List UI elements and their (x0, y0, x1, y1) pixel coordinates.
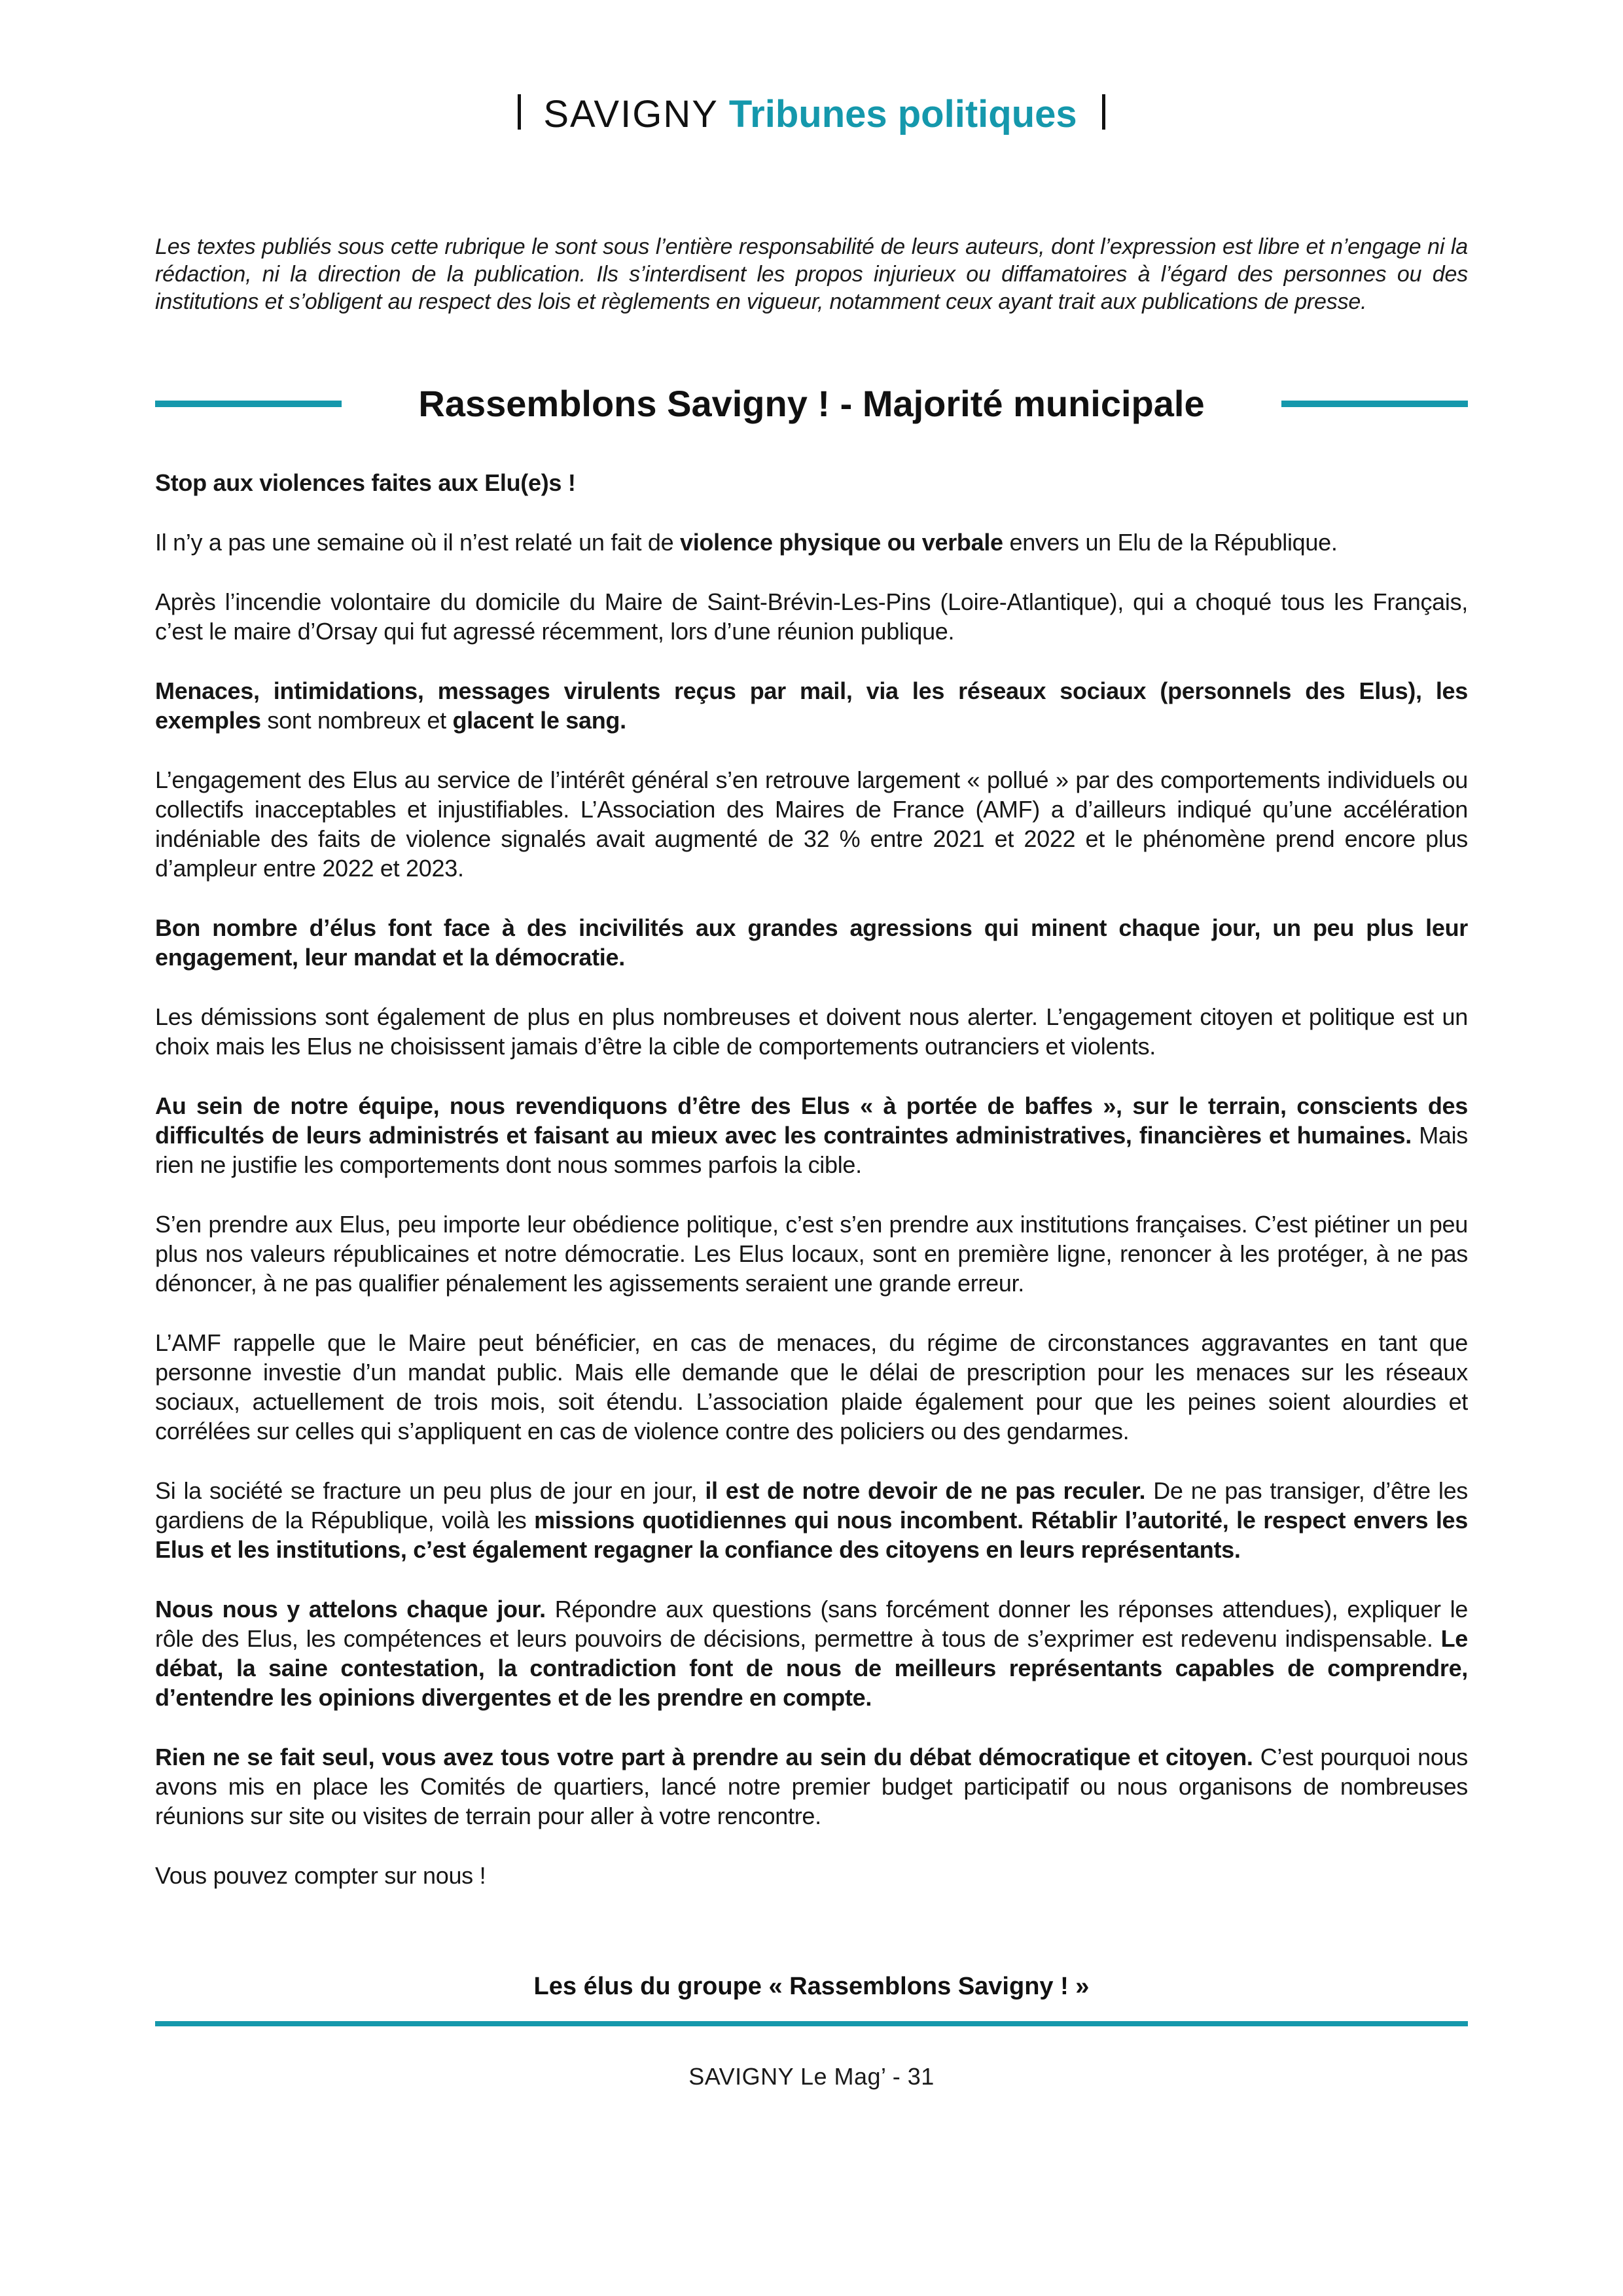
paragraph (155, 676, 1468, 735)
text-segment: glacent le sang. (452, 707, 626, 734)
article-subheading (155, 468, 1468, 497)
text-segment: Il n’y a pas une semaine où il n’est relaté un fait de (155, 529, 680, 556)
page-header (155, 92, 1468, 137)
text-segment: Mais rien ne justifie les comportements dont nous sommes parfois la cible. (155, 1122, 1468, 1178)
text-segment: violence physique ou verbale (680, 529, 1003, 556)
text-segment: il est de notre devoir de ne pas reculer. (705, 1477, 1146, 1504)
paragraph (155, 1742, 1468, 1831)
text-segment: Répondre aux questions (sans forcément donner les réponses attendues), expliquer le rôle des Elus, les compétences et leurs pouvoirs de décisions, permettre à tous de s’exprimer est redevenu indispensable. (155, 1596, 1468, 1652)
paragraph (155, 1594, 1468, 1712)
paragraph (155, 587, 1468, 646)
group-title-row (155, 378, 1468, 430)
paragraph (155, 913, 1468, 972)
text-segment: Bon nombre d’élus font face à des incivilités aux grandes agressions qui minent chaque jour, un peu plus leur engagement, leur mandat et la démocratie. (155, 914, 1468, 971)
text-segment: Vous pouvez compter sur nous ! (155, 1862, 486, 1889)
paragraph (155, 765, 1468, 883)
paragraph (155, 1328, 1468, 1446)
text-segment: Stop aux violences faites aux Elu(e)s ! (155, 469, 576, 496)
article-body (155, 468, 1468, 1890)
title-rule-left (155, 401, 342, 407)
text-segment: envers un Elu de la République. (1003, 529, 1338, 556)
paragraph (155, 528, 1468, 557)
paragraph (155, 1210, 1468, 1298)
text-segment: sont nombreux et (260, 707, 453, 734)
footer-divider (155, 2021, 1468, 2026)
section-name: Tribunes politiques (728, 93, 1077, 135)
text-segment: missions quotidiennes qui nous incombent. Rétablir l’autorité, le respect envers les Elus et les institutions, c’est également regagner la confiance des citoyens en leurs représentants. (155, 1507, 1468, 1563)
text-segment: Au sein de notre équipe, nous revendiquons d’être des Elus « à portée de baffes », sur le terrain, conscients des difficultés de leurs administrés et faisant au mieux avec les contraintes administratives, financières et humaines. (155, 1092, 1468, 1149)
text-segment: S’en prendre aux Elus, peu importe leur obédience politique, c’est s’en prendre aux institutions françaises. C’est piétiner un peu plus nos valeurs républicaines et notre démocratie. Les Elus locaux, sont en première ligne, renoncer à les protéger, à ne pas dénoncer, à ne pas qualifier pénalement les agissements seraient une grande erreur. (155, 1211, 1468, 1297)
header-left-bar-icon (518, 94, 521, 130)
title-rule-right (1281, 401, 1468, 407)
disclaimer-text: Les textes publiés sous cette rubrique le sont sous l’entière responsabilité de leurs auteurs, dont l’expression est libre et n’engage ni la rédaction, ni la direction de la publication. Ils s’interdisent les propos injurieux ou diffamatoires à l’égard des personnes ou des institutions et s’obligent au respect des lois et règlements en vigueur, notamment ceux ayant trait aux publications de presse. (155, 234, 1468, 314)
group-title: Rassemblons Savigny ! - Majorité municipale (418, 383, 1205, 424)
text-segment: L’AMF rappelle que le Maire peut bénéficier, en cas de menaces, du régime de circonstances aggravantes en tant que personne investie d’un mandat public. Mais elle demande que le délai de prescription pour les menaces sur les réseaux sociaux, actuellement de trois mois, soit étendu. L’association plaide également pour que les peines soient alourdies et corrélées sur celles qui s’appliquent en cas de violence contre des policiers ou des gendarmes. (155, 1329, 1468, 1444)
paragraph (155, 1002, 1468, 1061)
text-segment: C’est pourquoi nous avons mis en place les Comités de quartiers, lancé notre premier budget participatif ou nous organisons de nombreuses réunions sur site ou visites de terrain pour aller à votre rencontre. (155, 1744, 1468, 1829)
text-segment: Rien ne se fait seul, vous avez tous votre part à prendre au sein du débat démocratique et citoyen. (155, 1744, 1253, 1770)
paragraph (155, 1091, 1468, 1179)
header-right-bar-icon (1102, 94, 1105, 130)
text-segment: Nous nous y attelons chaque jour. (155, 1596, 546, 1623)
page-footer: SAVIGNY Le Mag’ - 31 (688, 2063, 935, 2090)
text-segment: Le débat, la saine contestation, la contradiction font de nous de meilleurs représentants capables de comprendre, d’entendre les opinions divergentes et de les prendre en compte. (155, 1625, 1468, 1711)
paragraph (155, 1476, 1468, 1564)
magazine-name: SAVIGNY (543, 93, 719, 135)
signature: Les élus du groupe « Rassemblons Savigny ! » (533, 1973, 1090, 2000)
text-segment: Si la société se fracture un peu plus de jour en jour, (155, 1477, 705, 1504)
text-segment: De ne pas transiger, d’être les gardiens de la République, voilà les (155, 1477, 1469, 1534)
paragraph (155, 1861, 1468, 1890)
text-segment: L’engagement des Elus au service de l’intérêt général s’en retrouve largement « pollué » par des comportements individuels ou collectifs inacceptables et injustifiables. L’Association des Maires de France (AMF) a d’ailleurs indiqué qu’une accélération indéniable des faits de violence signalés avait augmenté de 32 % entre 2021 et 2022 et le phénomène prend encore plus d’ampleur entre 2022 et 2023. (155, 766, 1468, 882)
text-segment: Les démissions sont également de plus en plus nombreuses et doivent nous alerter. L’engagement citoyen et politique est un choix mais les Elus ne choisissent jamais d’être la cible de comportements outranciers et violents. (155, 1003, 1468, 1060)
text-segment: Après l’incendie volontaire du domicile du Maire de Saint-Brévin-Les-Pins (Loire-Atlantique), qui a choqué tous les Français, c’est le maire d’Orsay qui fut agressé récemment, lors d’une réunion publique. (155, 588, 1468, 645)
text-segment: Menaces, intimidations, messages virulents reçus par mail, via les réseaux sociaux (personnels des Elus), les exemples (155, 677, 1468, 734)
